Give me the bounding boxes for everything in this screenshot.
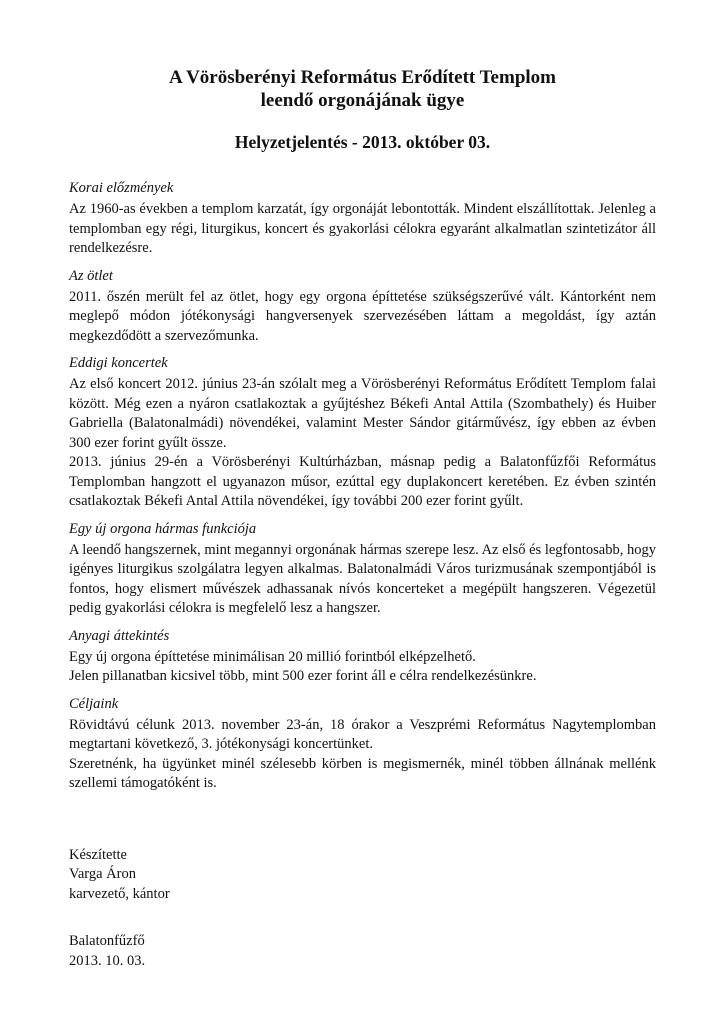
section-financial-overview xyxy=(69,627,656,687)
document-title xyxy=(69,66,656,112)
section-heading: Az ötlet xyxy=(69,267,113,284)
section-paragraph: 2013. június 29-én a Vörösberényi Kultúrházban, másnap pedig a Balatonfűzfői Református Templomban hangzott el ugyanazon műsor, ezúttal egy duplakoncert keretében. Ez évben szintén csatlakoztak Békefi Antal Attila növendékei, így további 200 ezer forint gyűlt. xyxy=(69,454,656,509)
section-paragraph: Szeretnénk, ha ügyünket minél szélesebb körben is megismernék, minél többen állnának mellénk szellemi támogatóként is. xyxy=(69,755,656,791)
section-heading: Egy új orgona hármas funkciója xyxy=(69,520,257,537)
section-paragraph: Rövidtávú célunk 2013. november 23-án, 18 órakor a Veszprémi Református Nagytemplomban megtartani következő, 3. jótékonysági koncertünket. xyxy=(69,716,656,752)
author-name: Varga Áron xyxy=(69,866,136,882)
section-past-concerts xyxy=(69,354,656,512)
section-our-goals xyxy=(69,695,656,794)
section-heading: Céljaink xyxy=(69,695,119,712)
status-report-heading: Helyzetjelentés - 2013. október 03. xyxy=(234,132,491,152)
section-triple-function xyxy=(69,520,656,619)
section-paragraph: 2011. őszén merült fel az ötlet, hogy egy orgona építtetése szükségszerűvé vált. Kántorként nem meglepő módon jótékonysági hangversenyek szervezésében láttam a megoldást, így aztán megkezdődött a szervezőmunka. xyxy=(69,288,656,344)
author-role: karvezető, kántor xyxy=(69,885,170,902)
signature-block xyxy=(69,846,656,905)
title-line-1: A Vörösberényi Református Erődített Templom xyxy=(168,67,556,88)
section-heading: Korai előzmények xyxy=(69,180,174,196)
section-heading: Eddigi koncertek xyxy=(69,355,168,371)
date: 2013. 10. 03. xyxy=(69,952,146,969)
section-the-idea xyxy=(69,267,656,347)
place: Balatonfűzfő xyxy=(69,933,145,949)
section-paragraph: Egy új orgona építtetése minimálisan 20 millió forintból elképzelhető. xyxy=(69,648,476,665)
section-paragraph: Az első koncert 2012. június 23-án szólalt meg a Vörösberényi Református Erődített Templom falai között. Még ezen a nyáron csatlakoztak a gyűjtéshez Békefi Antal Attila (Szombathely) és Huiber Gabriella (Balatonalmádi) növendékei, valamint Mester Sándor gitárművész, így ebben az évben 300 ezer forint gyűlt össze. xyxy=(69,376,656,451)
section-paragraph: Az 1960-as években a templom karzatát, így orgonáját lebontották. Mindent elszállítottak. Jelenleg a templomban egy régi, liturgikus, koncert és gyakorlási célokra egyaránt alkalmatlan szintetizátor áll rendelkezésre. xyxy=(69,201,656,256)
section-heading: Anyagi áttekintés xyxy=(69,627,170,644)
title-line-2: leendő orgonájának ügye xyxy=(260,90,465,111)
place-date-block xyxy=(69,932,656,971)
prepared-by-label: Készítette xyxy=(69,846,127,863)
section-early-history xyxy=(69,179,656,259)
section-paragraph: Jelen pillanatban kicsivel több, mint 500 ezer forint áll e célra rendelkezésünkre. xyxy=(69,668,537,684)
section-paragraph: A leendő hangszernek, mint megannyi orgonának hármas szerepe lesz. Az első és legfontosabb, hogy igényes liturgikus szolgálatra legyen alkalmas. Balatonalmádi Város turizmusának szempontjából is fontos, hogy elismert művészek adhassanak nívós koncerteket a megépült hangszeren. Végezetül pedig gyakorlási célokra is megfelelő lesz a hangszer. xyxy=(69,541,656,616)
